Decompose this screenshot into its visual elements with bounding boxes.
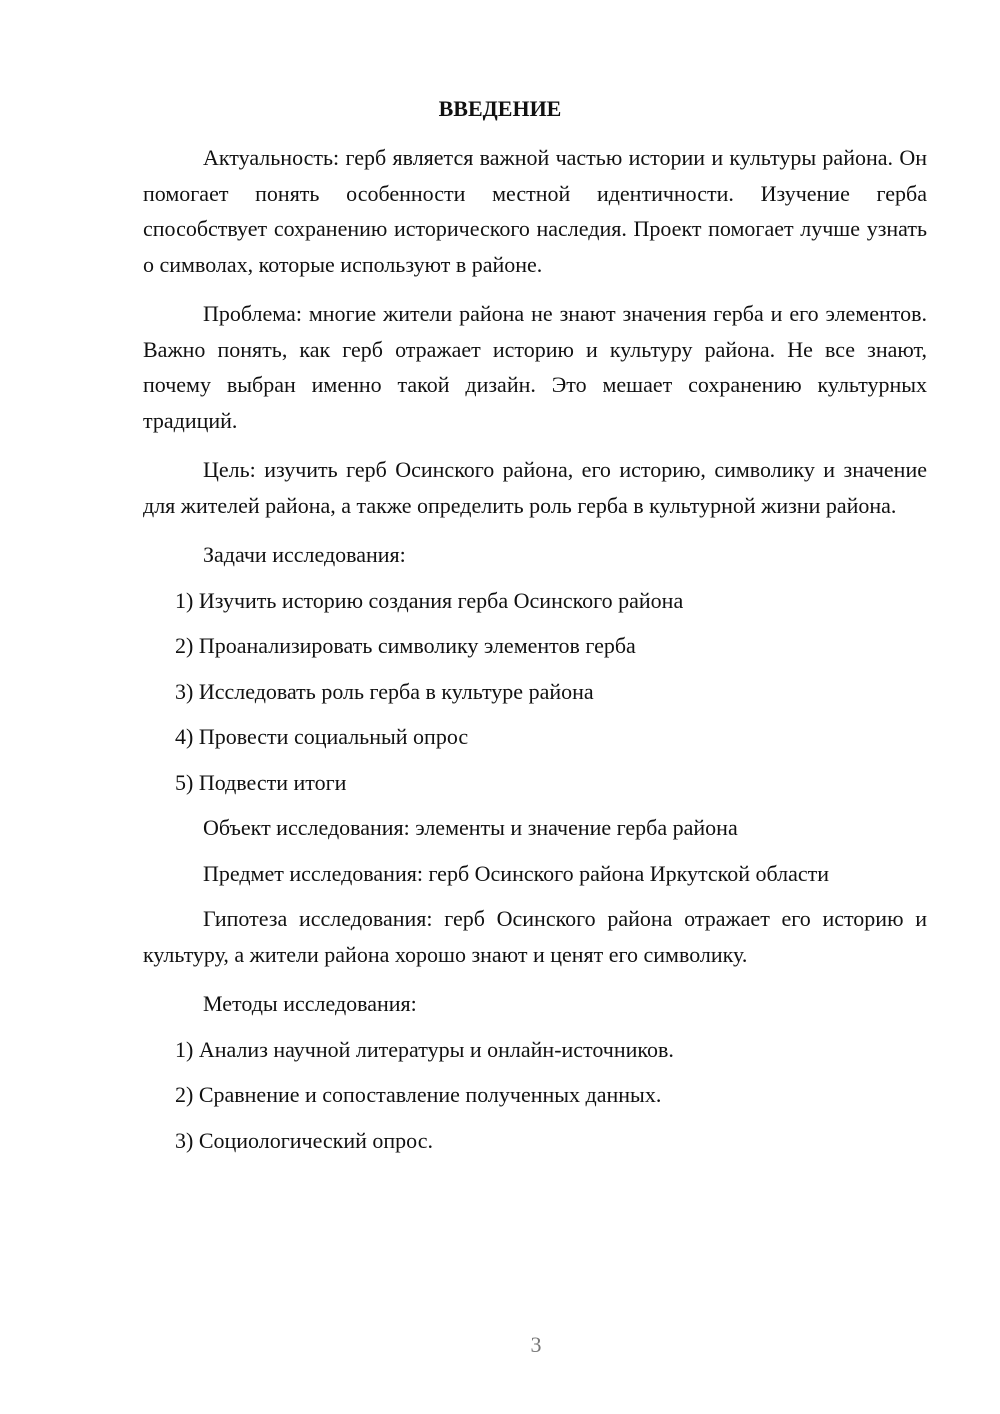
list-item: 5) Подвести итоги bbox=[175, 769, 347, 795]
list-item: 2) Сравнение и сопоставление полученных данных. bbox=[175, 1082, 662, 1107]
object-line: Объект исследования: элементы и значение герба района bbox=[203, 815, 738, 840]
list-item: 3) Исследовать роль герба в культуре района bbox=[175, 678, 594, 704]
list-item: 2) Проанализировать символику элементов герба bbox=[175, 633, 636, 658]
document-body bbox=[143, 140, 927, 1168]
page-number: 3 bbox=[530, 1332, 542, 1357]
subject-line: Предмет исследования: герб Осинского района Иркутской области bbox=[203, 860, 830, 886]
tasks-list bbox=[143, 583, 927, 801]
section-title bbox=[0, 96, 928, 122]
relevance-paragraph: Актуальность: герб является важной частью истории и культуры района. Он помогает понять особенности местной идентичности. Изучение герба способствует сохранению исторического наследия. Проект помогает лучше узнать о символах, которые используют в районе. bbox=[143, 145, 927, 277]
list-item: 3) Социологический опрос. bbox=[175, 1127, 433, 1153]
hypothesis-paragraph: Гипотеза исследования: герб Осинского района отражает его историю и культуру, а жители района хорошо знают и ценят его символику. bbox=[143, 906, 927, 967]
list-item: 1) Анализ научной литературы и онлайн-источников. bbox=[175, 1036, 674, 1062]
methods-heading: Методы исследования: bbox=[203, 991, 417, 1016]
problem-paragraph: Проблема: многие жители района не знают значения герба и его элементов. Важно понять, как герб отражает историю и культуру района. Не все знают, почему выбран именно такой дизайн. Это мешает сохранению культурных традиций. bbox=[143, 301, 927, 433]
list-item: 4) Провести социальный опрос bbox=[175, 724, 469, 749]
goal-paragraph: Цель: изучить герб Осинского района, его историю, символику и значение для жителей района, а также определить роль герба в культурной жизни района. bbox=[143, 457, 927, 518]
list-item: 1) Изучить историю создания герба Осинского района bbox=[175, 587, 684, 613]
tasks-heading: Задачи исследования: bbox=[203, 542, 406, 567]
methods-list bbox=[143, 1032, 927, 1159]
section-title-text: ВВЕДЕНИЕ bbox=[438, 96, 562, 121]
